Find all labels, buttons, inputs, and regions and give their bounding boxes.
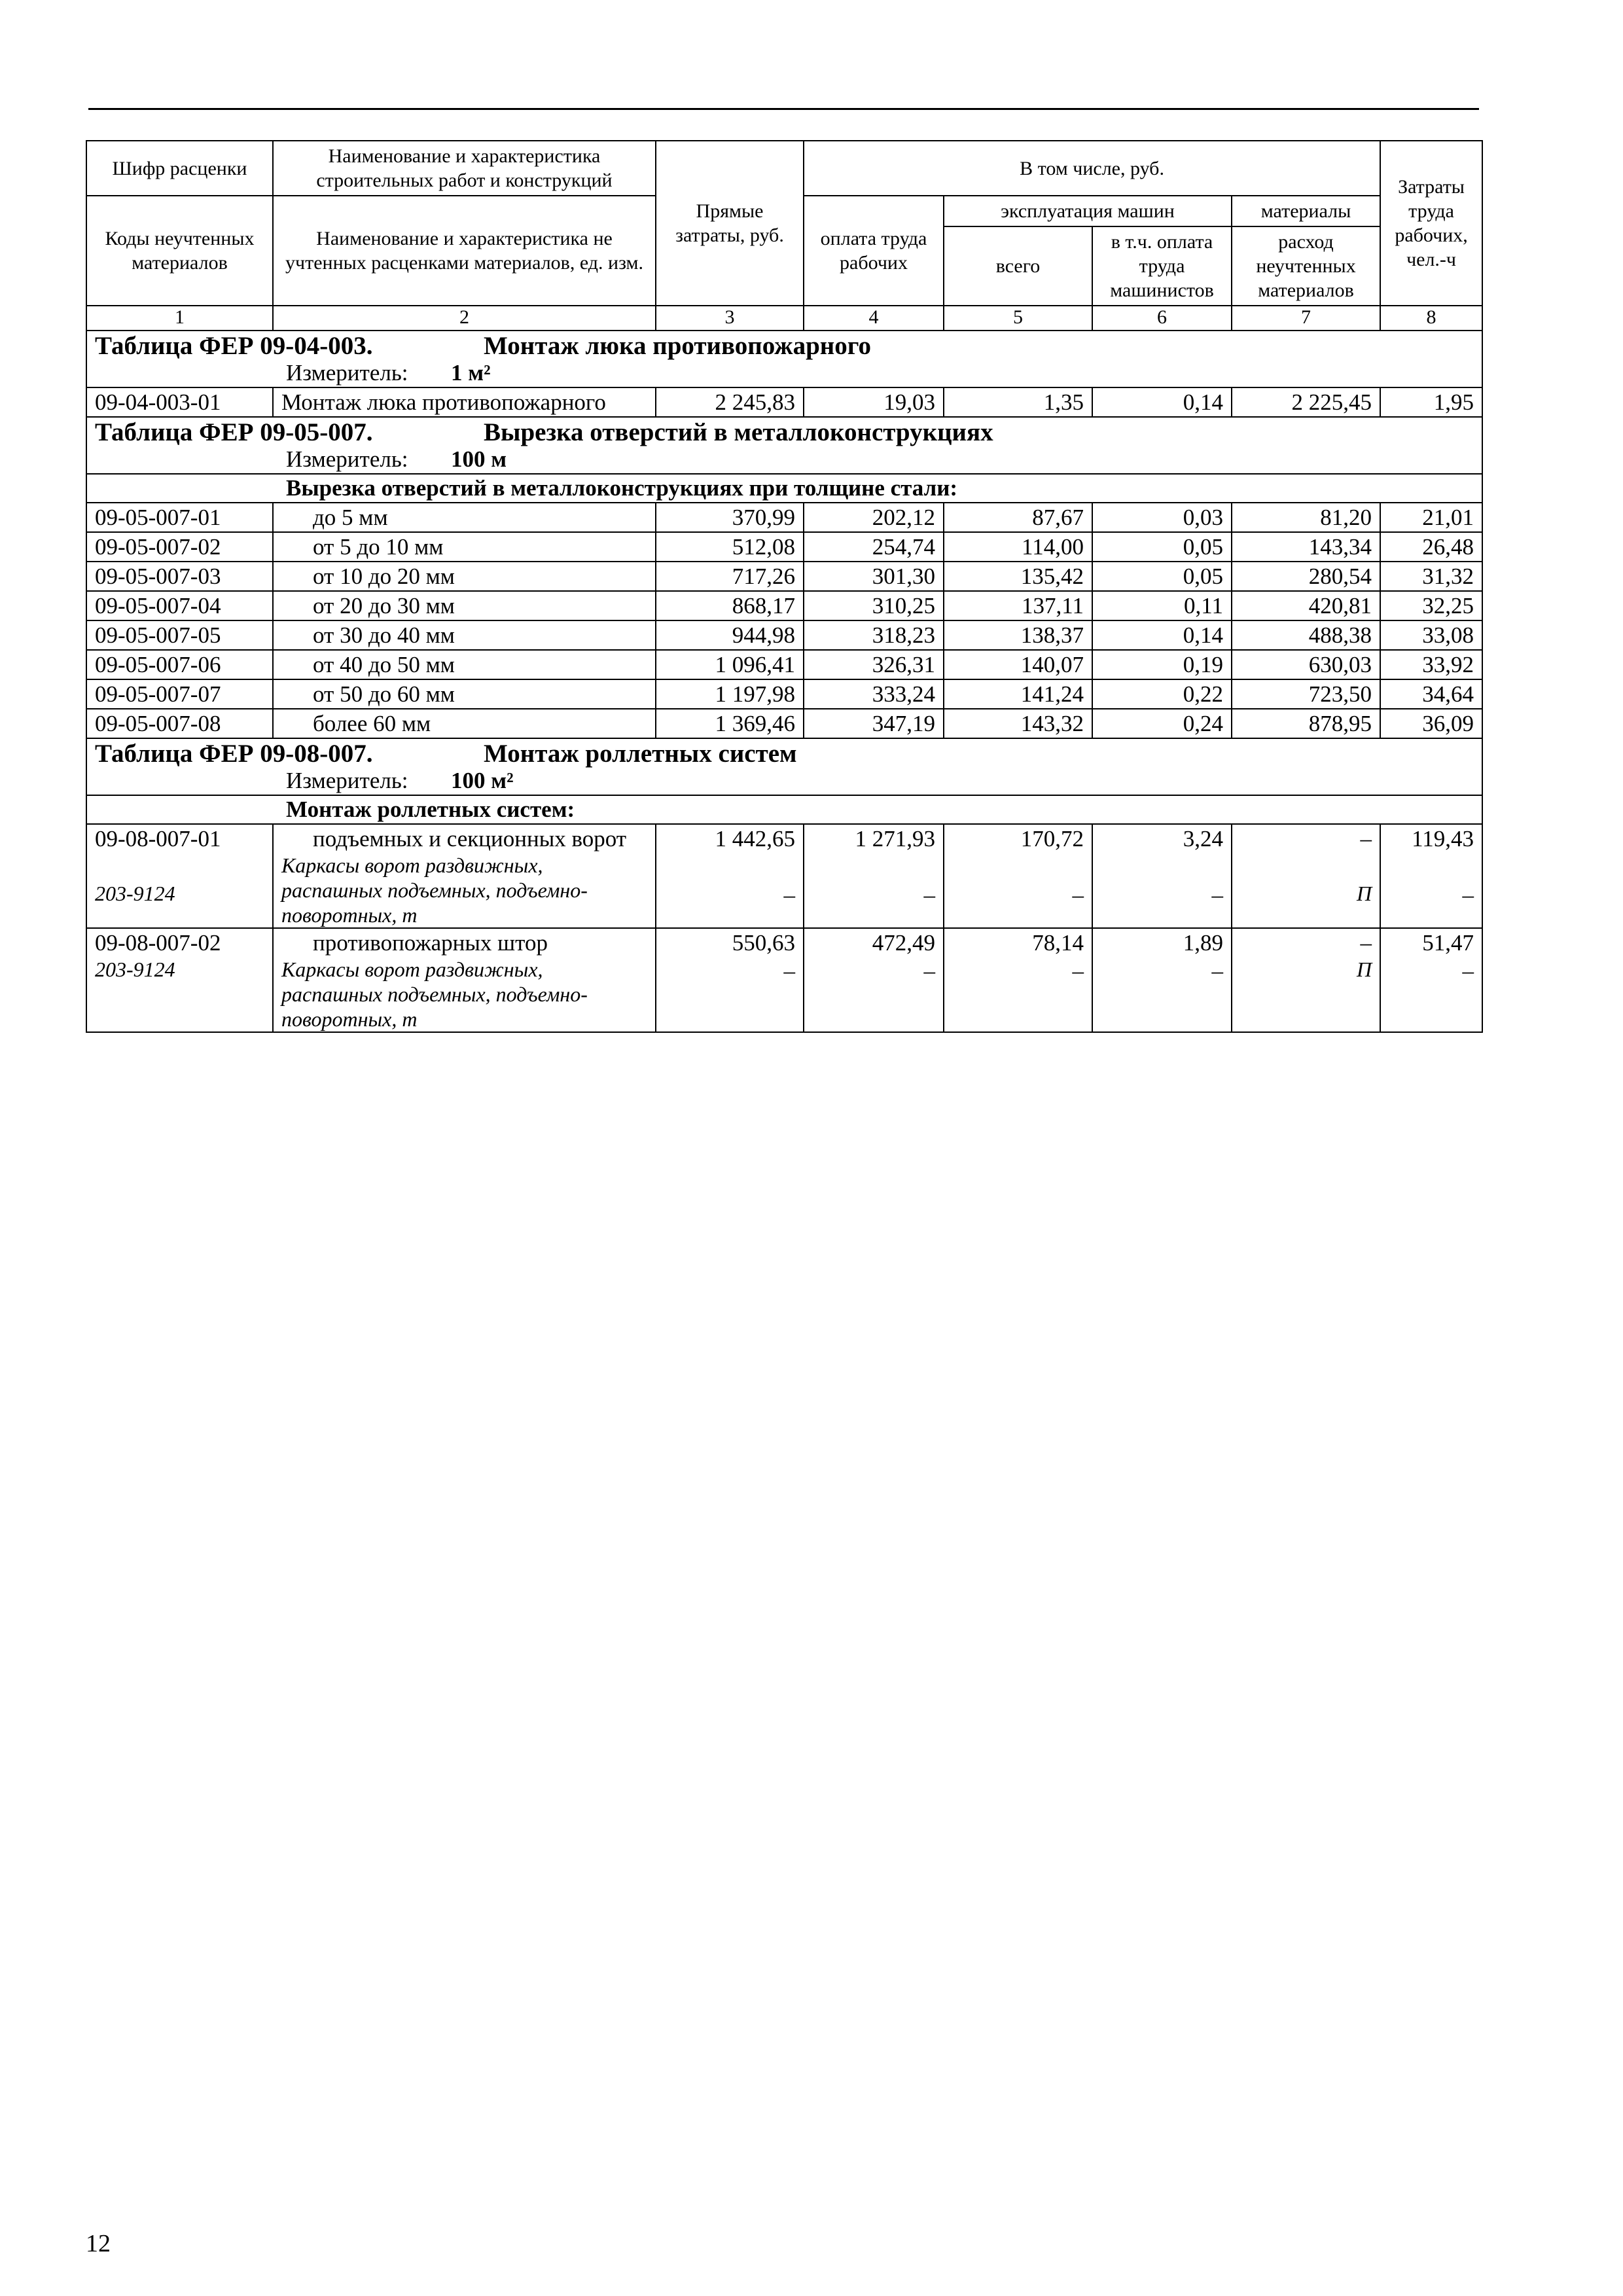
labor-cost: 1,95 [1380,387,1482,417]
table-row [86,503,1482,532]
direct-costs: 512,08 [656,532,804,562]
col-num: 3 [656,306,804,331]
materials: 81,20 [1232,503,1380,532]
measure-label: Измеритель: [286,446,408,472]
work-name-text: от 30 до 40 мм [313,622,455,648]
work-name-text: от 50 до 60 мм [313,681,455,707]
work-name [273,562,656,591]
labor-pay: 318,23 [804,620,944,650]
table-code: Таблица ФЕР 09-05-007. [95,418,373,446]
hdr-machines-total: всего [944,226,1092,306]
materials [1232,928,1380,1032]
table-row [86,650,1482,679]
hdr-material-names: Наименование и характеристика не учтенных расценками материалов, ед. изм. [273,196,656,306]
material-value: – [923,882,935,908]
table-row [86,928,1482,1032]
work-name [273,650,656,679]
rates-table [86,140,1483,1033]
page-number: 12 [86,2230,111,2257]
material-value: – [1072,882,1084,908]
machines-total: 135,42 [944,562,1092,591]
labor-pay: 310,25 [804,591,944,620]
hdr-materials-consumption: расход неучтенных материалов [1232,226,1380,306]
value: 51,47 [1422,930,1474,956]
labor-pay: 301,30 [804,562,944,591]
labor-pay [804,928,944,1032]
hdr-labor-pay: оплата труда рабочих [804,196,944,306]
work-name-text: более 60 мм [313,711,431,736]
rate-code: 09-04-003-01 [86,387,273,417]
col-num: 6 [1092,306,1232,331]
work-name [273,928,656,1032]
table-row [86,679,1482,709]
col-num: 1 [86,306,273,331]
measure-value: 1 м² [451,360,491,386]
machinist-pay [1092,928,1232,1032]
direct-costs [656,928,804,1032]
table-heading [86,738,1482,795]
labor-cost: 33,08 [1380,620,1482,650]
value: 1,89 [1183,930,1223,956]
materials: 488,38 [1232,620,1380,650]
measure-label: Измеритель: [286,360,408,386]
labor-pay: 326,31 [804,650,944,679]
table-code: Таблица ФЕР 09-08-007. [95,740,373,768]
table-row [86,620,1482,650]
work-name [273,709,656,738]
col-num: 4 [804,306,944,331]
machines-total [944,824,1092,928]
labor-pay: 333,24 [804,679,944,709]
machinist-pay: 0,05 [1092,562,1232,591]
labor-cost: 32,25 [1380,591,1482,620]
value: 119,43 [1412,826,1474,852]
machinist-pay: 0,03 [1092,503,1232,532]
hdr-direct-costs: Прямые затраты, руб. [656,141,804,306]
labor-cost: 26,48 [1380,532,1482,562]
col-num: 5 [944,306,1092,331]
section-title: Монтаж роллетных систем: [286,797,575,822]
work-name: Монтаж люка противопожарного [273,387,656,417]
machines-total: 114,00 [944,532,1092,562]
direct-costs: 868,17 [656,591,804,620]
direct-costs: 2 245,83 [656,387,804,417]
measure-label: Измеритель: [286,768,408,793]
work-name-text: подъемных и секционных ворот [313,826,627,852]
material-value: – [783,958,795,984]
hdr-machines: эксплуатация машин [944,196,1232,226]
labor-cost: 34,64 [1380,679,1482,709]
table-row [86,709,1482,738]
direct-costs: 717,26 [656,562,804,591]
work-name-text: противопожарных штор [313,930,548,956]
top-rule [88,108,1479,110]
machinist-pay: 0,11 [1092,591,1232,620]
labor-cost [1380,928,1482,1032]
rate-code: 09-05-007-06 [86,650,273,679]
machines-total: 138,37 [944,620,1092,650]
material-value: – [783,882,795,908]
rate-code-text: 09-08-007-02 [95,930,221,956]
direct-costs [656,824,804,928]
hdr-material-codes: Коды неучтенных материалов [86,196,273,306]
machines-total: 143,32 [944,709,1092,738]
labor-cost: 31,32 [1380,562,1482,591]
direct-costs: 1 197,98 [656,679,804,709]
rate-code: 09-05-007-05 [86,620,273,650]
material-value: П [1356,958,1372,981]
value: 1 271,93 [855,826,935,852]
work-name [273,532,656,562]
value: 1 442,65 [715,826,795,852]
work-name-text: от 20 до 30 мм [313,593,455,619]
hdr-materials: материалы [1232,196,1380,226]
table-title: Вырезка отверстий в металлоконструкциях [484,418,993,446]
table-heading [86,417,1482,474]
value: 550,63 [732,930,795,956]
materials: 420,81 [1232,591,1380,620]
labor-pay: 254,74 [804,532,944,562]
rate-code-text: 09-08-007-01 [95,826,221,852]
materials [1232,824,1380,928]
section-heading [86,474,1482,503]
labor-pay: 202,12 [804,503,944,532]
value: – [1360,826,1372,852]
rate-code: 09-05-007-04 [86,591,273,620]
machines-total: 140,07 [944,650,1092,679]
rate-code: 09-05-007-02 [86,532,273,562]
labor-cost: 33,92 [1380,650,1482,679]
hdr-labor-cost: Затраты труда рабочих, чел.-ч [1380,141,1482,306]
measure-value: 100 м² [451,768,514,793]
direct-costs: 1 369,46 [656,709,804,738]
machines-total: 137,11 [944,591,1092,620]
machines-total: 1,35 [944,387,1092,417]
measure-value: 100 м [451,446,507,472]
table-heading [86,331,1482,387]
work-name-text: от 5 до 10 мм [313,534,444,560]
value: 170,72 [1020,826,1084,852]
material-value: – [1462,882,1474,908]
materials: 143,34 [1232,532,1380,562]
hdr-work-name: Наименование и характеристика строительных работ и конструкций [273,141,656,196]
work-name [273,503,656,532]
work-name [273,620,656,650]
table-body [86,503,1482,738]
labor-pay: 347,19 [804,709,944,738]
materials: 723,50 [1232,679,1380,709]
section-heading [86,795,1482,824]
rate-code: 09-05-007-07 [86,679,273,709]
table-row [86,387,1482,417]
material-value: – [1211,882,1223,908]
work-name-text: до 5 мм [313,505,388,530]
materials: 878,95 [1232,709,1380,738]
material-name: Каркасы ворот раздвижных, распашных подъемных, подъемно-поворотных, т [281,853,588,927]
material-value: – [1211,958,1223,984]
table-row [86,562,1482,591]
machines-total: 87,67 [944,503,1092,532]
work-name [273,591,656,620]
material-code: 203-9124 [95,882,175,905]
material-value: – [1462,958,1474,984]
direct-costs: 944,98 [656,620,804,650]
material-name: Каркасы ворот раздвижных, распашных подъемных, подъемно-поворотных, т [281,958,588,1031]
material-value: – [1072,958,1084,984]
col-num: 2 [273,306,656,331]
labor-cost [1380,824,1482,928]
section-title: Вырезка отверстий в металлоконструкциях при толщине стали: [286,475,958,501]
machines-total: 141,24 [944,679,1092,709]
material-value: – [923,958,935,984]
value: 78,14 [1032,930,1084,956]
value: – [1360,930,1372,956]
work-name [273,824,656,928]
machinist-pay: 0,22 [1092,679,1232,709]
table-row [86,591,1482,620]
machinist-pay: 0,05 [1092,532,1232,562]
machinist-pay: 0,14 [1092,620,1232,650]
labor-cost: 36,09 [1380,709,1482,738]
rate-code: 09-05-007-03 [86,562,273,591]
materials: 2 225,45 [1232,387,1380,417]
table-title: Монтаж люка противопожарного [484,332,871,360]
table-row [86,824,1482,928]
table-row [86,532,1482,562]
machinist-pay: 0,14 [1092,387,1232,417]
value: 472,49 [872,930,935,956]
value: 3,24 [1183,826,1223,852]
col-num: 7 [1232,306,1380,331]
materials: 280,54 [1232,562,1380,591]
machinist-pay [1092,824,1232,928]
direct-costs: 370,99 [656,503,804,532]
work-name [273,679,656,709]
col-num: 8 [1380,306,1482,331]
labor-pay: 19,03 [804,387,944,417]
direct-costs: 1 096,41 [656,650,804,679]
hdr-rate-code: Шифр расценки [86,141,273,196]
material-value: П [1356,882,1372,905]
machines-total [944,928,1092,1032]
table-title: Монтаж роллетных систем [484,740,797,768]
labor-pay [804,824,944,928]
hdr-machinist-pay: в т.ч. оплата труда машинистов [1092,226,1232,306]
rate-code: 09-05-007-08 [86,709,273,738]
material-code: 203-9124 [95,958,175,981]
hdr-including: В том числе, руб. [804,141,1380,196]
table-code: Таблица ФЕР 09-04-003. [95,332,373,360]
rate-code [86,928,273,1032]
work-name-text: от 10 до 20 мм [313,564,455,589]
labor-cost: 21,01 [1380,503,1482,532]
materials: 630,03 [1232,650,1380,679]
machinist-pay: 0,24 [1092,709,1232,738]
rate-code: 09-05-007-01 [86,503,273,532]
work-name-text: от 40 до 50 мм [313,652,455,677]
rate-code [86,824,273,928]
machinist-pay: 0,19 [1092,650,1232,679]
